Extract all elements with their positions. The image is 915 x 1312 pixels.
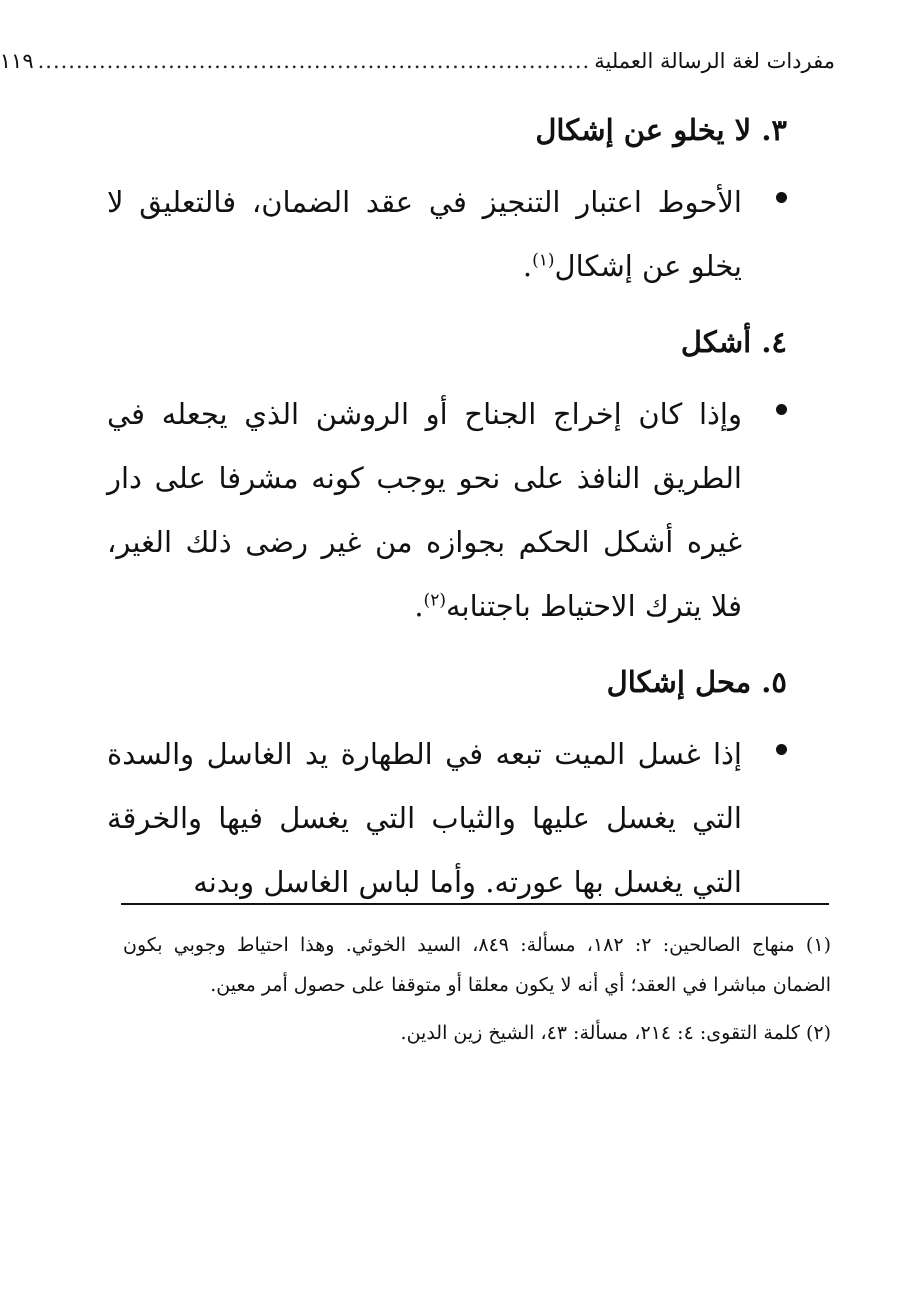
leader-dots: ........................................................................ xyxy=(37,49,591,73)
bullet-dot-icon xyxy=(776,404,787,415)
bullet-item xyxy=(107,382,787,638)
bullet-item xyxy=(107,722,787,914)
bullet-text: الأحوط اعتبار التنجيز في عقد الضمان، فالتعليق لا يخلو عن إشكال xyxy=(107,185,742,283)
running-header xyxy=(0,40,835,82)
bullet-item xyxy=(107,170,787,298)
section-heading: ٤. أشكل xyxy=(680,325,787,359)
running-header-title: مفردات لغة الرسالة العملية xyxy=(594,49,835,73)
page-number: ١١٩ xyxy=(0,49,34,73)
footnote-2: (٢) كلمة التقوى: ٤: ٢١٤، مسألة: ٤٣، الشيخ زين الدين. xyxy=(400,1022,831,1044)
main-content xyxy=(107,100,787,914)
bullet-text: وإذا كان إخراج الجناح أو الروشن الذي يجعله في الطريق النافذ على نحو يوجب كونه مشرفا على دار غيره أشكل الحكم بجوازه من غير رضى ذلك الغير، فلا يترك الاحتياط باجتنابه xyxy=(107,397,742,623)
footnote-separator xyxy=(121,903,829,905)
bullet-text: إذا غسل الميت تبعه في الطهارة يد الغاسل والسدة التي يغسل عليها والثياب التي يغسل فيها والخرقة التي يغسل بها عورته. وأما لباس الغاسل وبدنه xyxy=(107,737,742,899)
footnotes xyxy=(123,925,831,1061)
end-punctuation: . xyxy=(522,249,533,283)
section-heading: ٥. محل إشكال xyxy=(606,665,787,699)
footnote-1: (١) منهاج الصالحين: ٢: ١٨٢، مسألة: ٨٤٩، السيد الخوئي. وهذا احتياط وجوبي بكون الضمان مباشرا في العقد؛ أي أنه لا يكون معلقا أو متوقفا على حصول أمر معين. xyxy=(123,934,831,996)
bullet-dot-icon xyxy=(776,744,787,755)
footnote-reference: (١) xyxy=(532,250,555,271)
section-heading: ٣. لا يخلو عن إشكال xyxy=(535,113,787,147)
footnote-reference: (٢) xyxy=(423,590,446,611)
end-punctuation: . xyxy=(414,589,424,623)
bullet-dot-icon xyxy=(776,192,787,203)
